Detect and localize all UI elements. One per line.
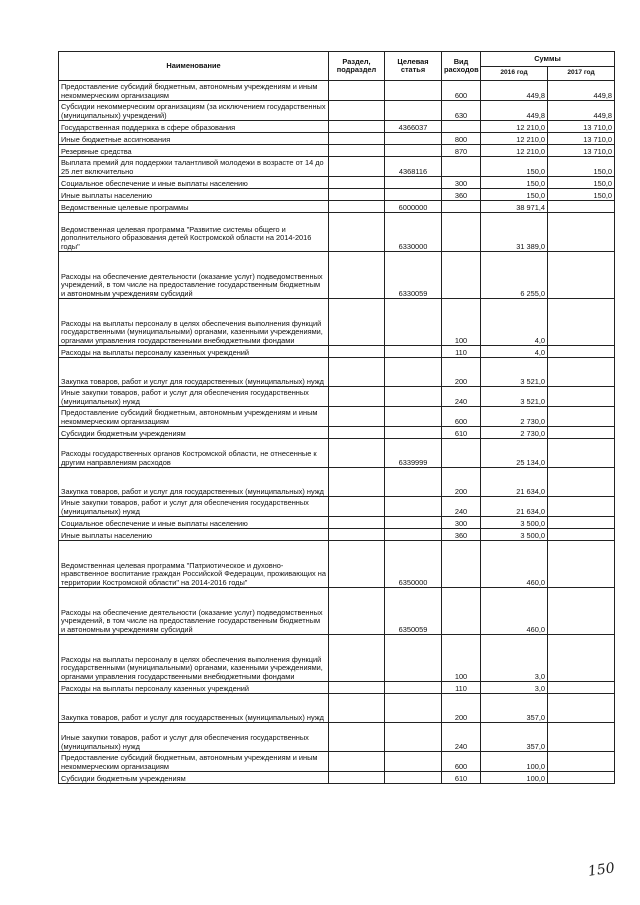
cell-2016: 460,0	[481, 541, 548, 588]
cell-name: Иные бюджетные ассигнования	[59, 133, 329, 145]
cell-section	[329, 517, 385, 529]
cell-target: 6350000	[385, 541, 442, 588]
cell-target	[385, 358, 442, 387]
cell-target: 6350059	[385, 588, 442, 635]
cell-name: Расходы на выплаты персоналу казенных учреждений	[59, 682, 329, 694]
cell-2017	[548, 723, 615, 752]
cell-name: Иные выплаты населению	[59, 189, 329, 201]
table-row	[59, 468, 615, 497]
cell-2016: 150,0	[481, 177, 548, 189]
cell-target	[385, 694, 442, 723]
cell-target: 6330059	[385, 252, 442, 299]
cell-section	[329, 468, 385, 497]
table-row	[59, 145, 615, 157]
cell-section	[329, 213, 385, 252]
cell-target: 6339999	[385, 439, 442, 468]
table-row	[59, 358, 615, 387]
cell-2016: 6 255,0	[481, 252, 548, 299]
cell-name: Социальное обеспечение и иные выплаты населению	[59, 177, 329, 189]
cell-2016: 3,0	[481, 682, 548, 694]
table-row	[59, 346, 615, 358]
table-row	[59, 189, 615, 201]
cell-kind	[442, 588, 481, 635]
cell-name: Субсидии бюджетным учреждениям	[59, 772, 329, 784]
table-row	[59, 201, 615, 213]
table-row	[59, 177, 615, 189]
cell-name: Иные закупки товаров, работ и услуг для обеспечения государственных (муниципальных) нужд	[59, 497, 329, 517]
cell-kind: 200	[442, 358, 481, 387]
table-row	[59, 635, 615, 682]
cell-target	[385, 529, 442, 541]
cell-2016: 2 730,0	[481, 407, 548, 427]
cell-name: Расходы на обеспечение деятельности (оказание услуг) подведомственных учреждений, в том числе на предоставление государственным бюджетным и автономным учреждениям субсидий	[59, 252, 329, 299]
cell-target	[385, 299, 442, 346]
cell-2017	[548, 772, 615, 784]
cell-2016: 3 500,0	[481, 517, 548, 529]
cell-2017: 13 710,0	[548, 145, 615, 157]
cell-target: 6000000	[385, 201, 442, 213]
cell-target	[385, 468, 442, 497]
cell-2017	[548, 517, 615, 529]
cell-kind: 360	[442, 189, 481, 201]
cell-name: Субсидии бюджетным учреждениям	[59, 427, 329, 439]
cell-target: 6330000	[385, 213, 442, 252]
cell-kind: 240	[442, 497, 481, 517]
cell-section	[329, 121, 385, 133]
cell-2017	[548, 299, 615, 346]
table-row	[59, 497, 615, 517]
cell-kind: 600	[442, 752, 481, 772]
cell-kind: 600	[442, 81, 481, 101]
cell-section	[329, 694, 385, 723]
cell-kind: 200	[442, 694, 481, 723]
cell-target	[385, 427, 442, 439]
cell-name: Закупка товаров, работ и услуг для государственных (муниципальных) нужд	[59, 694, 329, 723]
cell-target	[385, 133, 442, 145]
cell-2017: 150,0	[548, 189, 615, 201]
cell-section	[329, 427, 385, 439]
cell-2016: 150,0	[481, 157, 548, 177]
cell-target	[385, 145, 442, 157]
table-row	[59, 772, 615, 784]
cell-kind	[442, 201, 481, 213]
table-row	[59, 427, 615, 439]
cell-kind: 610	[442, 427, 481, 439]
cell-target	[385, 407, 442, 427]
cell-kind: 300	[442, 177, 481, 189]
cell-2017	[548, 497, 615, 517]
cell-section	[329, 346, 385, 358]
cell-kind: 240	[442, 723, 481, 752]
table-row	[59, 252, 615, 299]
cell-section	[329, 407, 385, 427]
cell-name: Ведомственная целевая программа "Патриотическое и духовно-нравственное воспитание граждан Российской Федерации, проживающих на территории Костромской области" на 2014-2016 годы"	[59, 541, 329, 588]
cell-kind: 300	[442, 517, 481, 529]
table-row	[59, 121, 615, 133]
cell-2017	[548, 752, 615, 772]
cell-kind: 110	[442, 682, 481, 694]
cell-2017	[548, 694, 615, 723]
cell-kind	[442, 157, 481, 177]
cell-2017	[548, 682, 615, 694]
cell-2016: 4,0	[481, 299, 548, 346]
cell-kind: 100	[442, 299, 481, 346]
cell-2017	[548, 427, 615, 439]
cell-name: Расходы на выплаты персоналу в целях обеспечения выполнения функций государственными (муниципальными) органами, казенными учреждениями, органами управления государственными внебюджетными фондами	[59, 635, 329, 682]
cell-name: Ведомственная целевая программа "Развитие системы общего и дополнительного образования детей Костромской области на 2014-2016 годы"	[59, 213, 329, 252]
cell-section	[329, 497, 385, 517]
cell-2017	[548, 346, 615, 358]
cell-kind	[442, 541, 481, 588]
cell-2017: 449,8	[548, 81, 615, 101]
table-body	[59, 81, 615, 784]
cell-section	[329, 299, 385, 346]
budget-document	[58, 51, 614, 784]
cell-target: 4368116	[385, 157, 442, 177]
cell-section	[329, 358, 385, 387]
cell-kind	[442, 439, 481, 468]
cell-2017	[548, 407, 615, 427]
header-target: Целевая статья	[385, 52, 442, 81]
cell-kind: 110	[442, 346, 481, 358]
table-row	[59, 101, 615, 121]
cell-2017	[548, 358, 615, 387]
cell-2016: 21 634,0	[481, 468, 548, 497]
cell-target	[385, 723, 442, 752]
cell-2016: 3 500,0	[481, 529, 548, 541]
cell-section	[329, 752, 385, 772]
cell-2016: 357,0	[481, 723, 548, 752]
cell-name: Предоставление субсидий бюджетным, автономным учреждениям и иным некоммерческим организациям	[59, 752, 329, 772]
cell-2016: 449,8	[481, 81, 548, 101]
cell-name: Предоставление субсидий бюджетным, автономным учреждениям и иным некоммерческим организациям	[59, 81, 329, 101]
cell-2016: 460,0	[481, 588, 548, 635]
cell-2016: 31 389,0	[481, 213, 548, 252]
cell-section	[329, 201, 385, 213]
cell-2016: 3,0	[481, 635, 548, 682]
cell-section	[329, 772, 385, 784]
table-row	[59, 439, 615, 468]
cell-kind	[442, 121, 481, 133]
cell-kind: 870	[442, 145, 481, 157]
cell-name: Расходы государственных органов Костромской области, не отнесенные к другим направлениям расходов	[59, 439, 329, 468]
cell-2016: 12 210,0	[481, 133, 548, 145]
table-row	[59, 694, 615, 723]
table-row	[59, 517, 615, 529]
cell-2017	[548, 588, 615, 635]
cell-name: Социальное обеспечение и иные выплаты населению	[59, 517, 329, 529]
cell-target	[385, 346, 442, 358]
cell-kind: 240	[442, 387, 481, 407]
cell-target	[385, 101, 442, 121]
cell-target	[385, 189, 442, 201]
cell-section	[329, 588, 385, 635]
cell-section	[329, 541, 385, 588]
cell-name: Расходы на обеспечение деятельности (оказание услуг) подведомственных учреждений, в том числе на предоставление государственным бюджетным и автономным учреждениям субсидий	[59, 588, 329, 635]
cell-2017	[548, 252, 615, 299]
cell-2016: 3 521,0	[481, 387, 548, 407]
cell-kind: 600	[442, 407, 481, 427]
table-row	[59, 541, 615, 588]
cell-2017: 13 710,0	[548, 121, 615, 133]
cell-section	[329, 157, 385, 177]
header-sums: Суммы	[481, 52, 615, 67]
cell-target	[385, 772, 442, 784]
cell-2016: 25 134,0	[481, 439, 548, 468]
cell-2017	[548, 529, 615, 541]
cell-2016: 21 634,0	[481, 497, 548, 517]
cell-2017	[548, 387, 615, 407]
cell-2017	[548, 213, 615, 252]
cell-2017: 150,0	[548, 157, 615, 177]
cell-kind: 200	[442, 468, 481, 497]
cell-2016: 12 210,0	[481, 145, 548, 157]
table-row	[59, 682, 615, 694]
cell-2017: 449,8	[548, 101, 615, 121]
cell-section	[329, 439, 385, 468]
cell-name: Субсидии некоммерческим организациям (за исключением государственных (муниципальных) учреждений)	[59, 101, 329, 121]
table-row	[59, 81, 615, 101]
cell-kind: 630	[442, 101, 481, 121]
cell-kind: 610	[442, 772, 481, 784]
table-row	[59, 387, 615, 407]
cell-2016: 357,0	[481, 694, 548, 723]
cell-name: Предоставление субсидий бюджетным, автономным учреждениям и иным некоммерческим организациям	[59, 407, 329, 427]
cell-2016: 12 210,0	[481, 121, 548, 133]
table-row	[59, 752, 615, 772]
cell-2017	[548, 439, 615, 468]
cell-target	[385, 635, 442, 682]
cell-name: Государственная поддержка в сфере образования	[59, 121, 329, 133]
cell-2016: 4,0	[481, 346, 548, 358]
cell-kind	[442, 252, 481, 299]
cell-section	[329, 635, 385, 682]
cell-2016: 2 730,0	[481, 427, 548, 439]
cell-section	[329, 81, 385, 101]
cell-section	[329, 101, 385, 121]
cell-name: Резервные средства	[59, 145, 329, 157]
table-row	[59, 213, 615, 252]
cell-2017	[548, 635, 615, 682]
cell-section	[329, 133, 385, 145]
header-section: Раздел, подраздел	[329, 52, 385, 81]
table-row	[59, 133, 615, 145]
cell-name: Расходы на выплаты персоналу в целях обеспечения выполнения функций государственными (муниципальными) органами, казенными учреждениями, органами управления государственными внебюджетными фондами	[59, 299, 329, 346]
cell-name: Иные закупки товаров, работ и услуг для обеспечения государственных (муниципальных) нужд	[59, 723, 329, 752]
table-row	[59, 299, 615, 346]
cell-name: Выплата премий для поддержки талантливой молодежи в возрасте от 14 до 25 лет включительно	[59, 157, 329, 177]
header-year-2016: 2016 год	[481, 67, 548, 81]
cell-2016: 3 521,0	[481, 358, 548, 387]
cell-name: Иные закупки товаров, работ и услуг для обеспечения государственных (муниципальных) нужд	[59, 387, 329, 407]
budget-table	[58, 51, 615, 784]
cell-target	[385, 497, 442, 517]
cell-name: Ведомственные целевые программы	[59, 201, 329, 213]
table-row	[59, 723, 615, 752]
cell-target	[385, 752, 442, 772]
header-year-2017: 2017 год	[548, 67, 615, 81]
cell-2016: 38 971,4	[481, 201, 548, 213]
cell-section	[329, 189, 385, 201]
cell-section	[329, 723, 385, 752]
cell-2017: 13 710,0	[548, 133, 615, 145]
table-row	[59, 157, 615, 177]
header-kind: Вид расходов	[442, 52, 481, 81]
cell-target	[385, 682, 442, 694]
cell-2016: 449,8	[481, 101, 548, 121]
cell-2017: 150,0	[548, 177, 615, 189]
cell-2016: 150,0	[481, 189, 548, 201]
cell-name: Иные выплаты населению	[59, 529, 329, 541]
page-number: 150	[587, 860, 616, 880]
cell-section	[329, 252, 385, 299]
table-row	[59, 529, 615, 541]
cell-target: 4366037	[385, 121, 442, 133]
cell-section	[329, 529, 385, 541]
cell-kind: 360	[442, 529, 481, 541]
cell-2016: 100,0	[481, 752, 548, 772]
cell-2017	[548, 468, 615, 497]
cell-kind	[442, 213, 481, 252]
cell-section	[329, 387, 385, 407]
cell-2017	[548, 201, 615, 213]
cell-name: Закупка товаров, работ и услуг для государственных (муниципальных) нужд	[59, 468, 329, 497]
cell-section	[329, 145, 385, 157]
cell-kind: 100	[442, 635, 481, 682]
cell-target	[385, 387, 442, 407]
cell-target	[385, 177, 442, 189]
cell-2016: 100,0	[481, 772, 548, 784]
cell-2017	[548, 541, 615, 588]
table-row	[59, 588, 615, 635]
cell-kind: 800	[442, 133, 481, 145]
cell-section	[329, 682, 385, 694]
cell-name: Расходы на выплаты персоналу казенных учреждений	[59, 346, 329, 358]
cell-name: Закупка товаров, работ и услуг для государственных (муниципальных) нужд	[59, 358, 329, 387]
cell-target	[385, 81, 442, 101]
header-name: Наименование	[59, 52, 329, 81]
table-row	[59, 407, 615, 427]
cell-target	[385, 517, 442, 529]
cell-section	[329, 177, 385, 189]
